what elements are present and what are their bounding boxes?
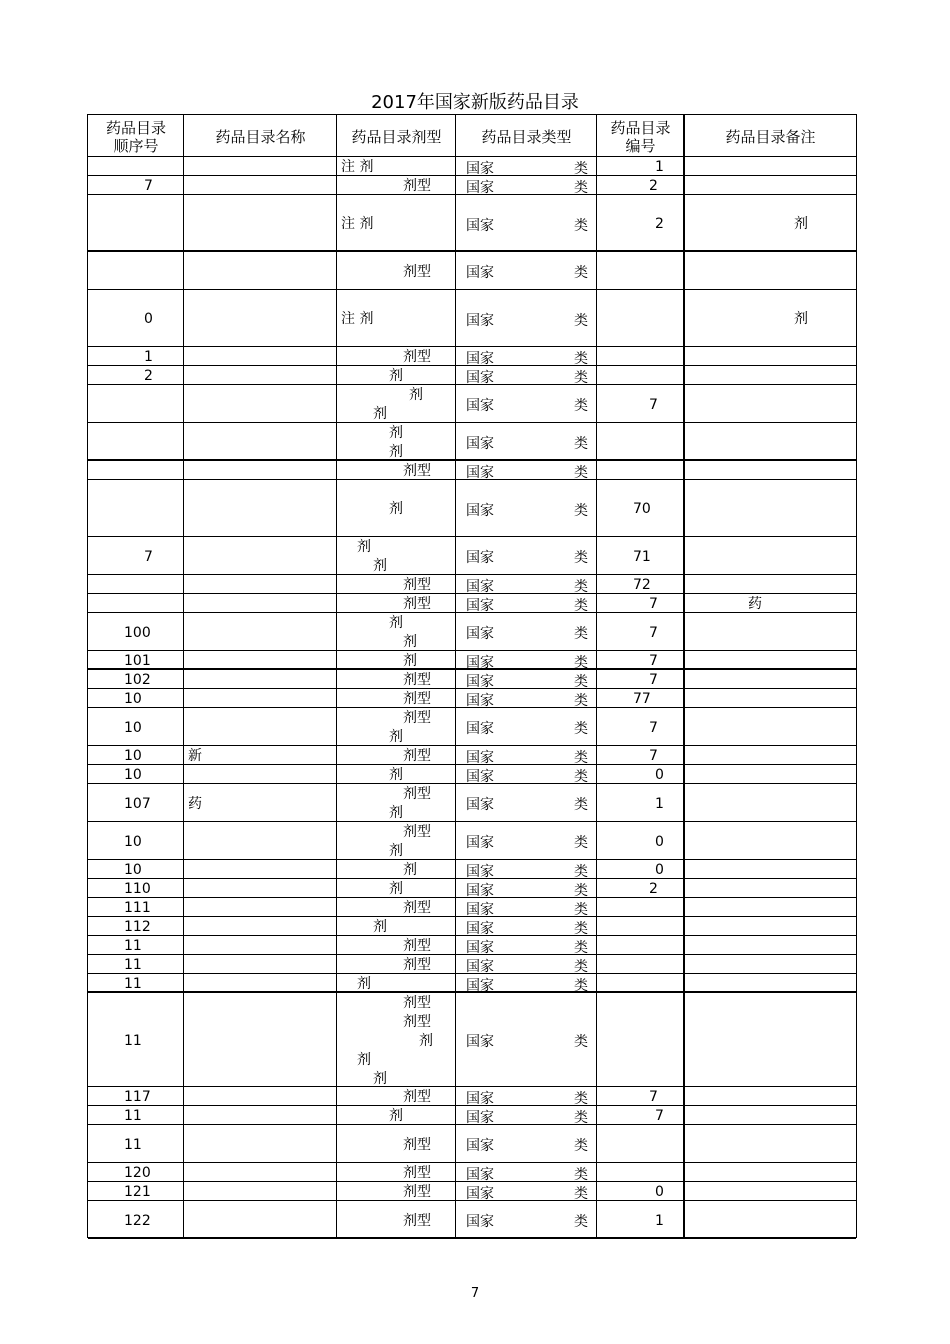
cell-dosage: 剂	[357, 539, 371, 555]
cell-dosage: 剂	[357, 976, 371, 992]
cell-dosage: 剂型	[403, 1165, 431, 1181]
row-divider	[88, 250, 856, 252]
cell-sequence: 7	[144, 548, 153, 565]
row-divider	[88, 821, 856, 822]
cell-type-class: 类	[574, 1214, 588, 1230]
cell-sequence: 112	[124, 919, 151, 935]
cell-sequence: 102	[124, 672, 151, 688]
cell-type-class: 类	[574, 1166, 588, 1183]
column-header: 药品目录备注	[725, 127, 816, 146]
row-divider	[88, 1162, 856, 1163]
cell-type-class: 类	[574, 768, 588, 785]
cell-sequence: 11	[124, 1032, 142, 1049]
cell-type-class: 类	[574, 369, 588, 386]
row-divider	[88, 1086, 856, 1087]
cell-type-country: 国家	[466, 350, 494, 367]
row-divider	[88, 422, 856, 423]
column-divider	[183, 115, 184, 1237]
cell-dosage: 剂型	[403, 824, 431, 840]
cell-dosage: 注 剂	[341, 159, 374, 175]
cell-type-class: 类	[574, 1185, 588, 1202]
cell-type-country: 国家	[466, 398, 494, 414]
cell-dosage: 剂型	[403, 938, 431, 954]
cell-type-country: 国家	[466, 578, 494, 595]
cell-code: 71	[633, 548, 651, 565]
column-divider	[683, 115, 685, 1237]
cell-type-class: 类	[574, 692, 588, 709]
cell-type-country: 国家	[466, 920, 494, 937]
cell-type-country: 国家	[466, 977, 494, 994]
cell-type-class: 类	[574, 160, 588, 177]
cell-type-country: 国家	[466, 1214, 494, 1230]
column-header: 药品目录类型	[481, 127, 572, 146]
cell-dosage: 剂型	[403, 1089, 431, 1105]
cell-type-class: 类	[574, 882, 588, 899]
row-divider	[88, 459, 856, 461]
cell-type-country: 国家	[466, 502, 494, 519]
cell-dosage: 注 剂	[341, 216, 374, 232]
cell-dosage: 剂	[357, 1051, 371, 1068]
cell-type-country: 国家	[466, 436, 494, 452]
cell-code: 7	[649, 596, 658, 612]
cell-code: 7	[655, 1108, 664, 1124]
cell-sequence: 10	[124, 719, 142, 736]
cell-sequence: 0	[144, 311, 153, 327]
cell-sequence: 10	[124, 862, 142, 878]
cell-code: 1	[655, 795, 664, 812]
cell-dosage: 剂	[403, 653, 417, 669]
cell-code: 72	[633, 577, 651, 593]
cell-code: 7	[649, 719, 658, 736]
cell-sequence: 117	[124, 1089, 151, 1105]
cell-sequence: 110	[124, 881, 151, 897]
cell-code: 1	[655, 1212, 664, 1229]
row-divider	[88, 536, 856, 537]
cell-dosage: 剂型	[403, 691, 431, 707]
cell-type-class: 类	[574, 550, 588, 566]
cell-type-country: 国家	[466, 626, 494, 642]
cell-type-country: 国家	[466, 1138, 494, 1154]
cell-type-country: 国家	[466, 768, 494, 785]
cell-dosage: 剂型	[403, 463, 431, 479]
cell-code: 2	[649, 881, 658, 897]
cell-type-class: 类	[574, 578, 588, 595]
cell-type-class: 类	[574, 179, 588, 196]
cell-type-country: 国家	[466, 179, 494, 196]
cell-code: 0	[655, 862, 664, 878]
cell-dosage: 剂	[373, 558, 387, 574]
cell-type-country: 国家	[466, 797, 494, 813]
cell-sequence: 11	[124, 976, 142, 992]
cell-dosage: 剂	[389, 425, 403, 441]
cell-dosage: 剂	[409, 387, 423, 403]
cell-code: 1	[655, 159, 664, 175]
cell-type-class: 类	[574, 920, 588, 937]
cell-dosage: 剂	[389, 767, 403, 783]
column-header: 药品目录 顺序号	[105, 118, 166, 155]
cell-type-class: 类	[574, 312, 588, 329]
cell-type-class: 类	[574, 901, 588, 918]
cell-dosage: 剂型	[403, 1136, 431, 1153]
cell-dosage: 剂	[389, 729, 403, 745]
row-divider	[88, 156, 856, 157]
cell-type-country: 国家	[466, 863, 494, 880]
cell-type-class: 类	[574, 721, 588, 737]
column-divider	[455, 115, 456, 1237]
row-divider	[88, 1238, 856, 1239]
cell-sequence: 10	[124, 767, 142, 783]
cell-code: 7	[649, 396, 658, 413]
cell-sequence: 120	[124, 1165, 151, 1181]
cell-remark: 剂	[794, 311, 808, 327]
cell-type-class: 类	[574, 958, 588, 975]
cell-dosage: 剂	[389, 444, 403, 460]
cell-dosage: 剂型	[403, 596, 431, 612]
cell-type-country: 国家	[466, 692, 494, 709]
cell-type-country: 国家	[466, 673, 494, 690]
cell-type-class: 类	[574, 464, 588, 481]
cell-type-class: 类	[574, 673, 588, 690]
cell-type-country: 国家	[466, 939, 494, 956]
cell-sequence: 101	[124, 653, 151, 669]
page-number: 7	[470, 1286, 480, 1301]
row-divider	[88, 859, 856, 860]
column-divider	[336, 115, 337, 1237]
cell-sequence: 1	[144, 349, 153, 365]
column-header: 药品目录名称	[215, 127, 306, 146]
cell-remark: 剂	[794, 216, 808, 232]
column-divider	[596, 115, 597, 1237]
cell-type-class: 类	[574, 626, 588, 642]
row-divider	[88, 289, 856, 290]
cell-type-class: 类	[574, 654, 588, 671]
cell-type-country: 国家	[466, 160, 494, 177]
cell-code: 7	[649, 672, 658, 688]
cell-dosage: 剂型	[403, 786, 431, 802]
cell-type-class: 类	[574, 835, 588, 851]
cell-sequence: 11	[124, 938, 142, 954]
cell-type-class: 类	[574, 265, 588, 281]
cell-type-class: 类	[574, 217, 588, 234]
row-divider	[88, 745, 856, 746]
cell-dosage: 剂型	[403, 178, 431, 194]
cell-code: 2	[649, 178, 658, 194]
cell-sequence: 10	[124, 748, 142, 764]
cell-sequence: 10	[124, 833, 142, 850]
cell-code: 0	[655, 767, 664, 783]
cell-type-class: 类	[574, 863, 588, 880]
cell-dosage: 剂型	[403, 994, 431, 1011]
row-divider	[88, 650, 856, 651]
cell-type-country: 国家	[466, 901, 494, 918]
cell-dosage: 剂	[389, 881, 403, 897]
cell-name: 药	[188, 795, 202, 812]
cell-dosage: 剂	[389, 368, 403, 384]
cell-code: 2	[655, 216, 664, 232]
drug-catalog-table	[87, 114, 857, 1238]
cell-dosage: 剂型	[403, 900, 431, 916]
cell-dosage: 注 剂	[341, 311, 374, 327]
cell-dosage: 剂	[419, 1032, 433, 1049]
cell-type-class: 类	[574, 797, 588, 813]
cell-type-class: 类	[574, 597, 588, 614]
cell-dosage: 剂型	[403, 672, 431, 688]
cell-dosage: 剂型	[403, 577, 431, 593]
cell-sequence: 7	[144, 178, 153, 194]
cell-type-country: 国家	[466, 749, 494, 766]
cell-sequence: 10	[124, 691, 142, 707]
cell-code: 77	[633, 691, 651, 707]
cell-dosage: 剂	[373, 406, 387, 422]
cell-sequence: 2	[144, 368, 153, 384]
cell-type-class: 类	[574, 1034, 588, 1050]
cell-remark: 药	[748, 596, 762, 612]
cell-type-country: 国家	[466, 550, 494, 566]
row-divider	[88, 574, 856, 575]
cell-type-country: 国家	[466, 597, 494, 614]
cell-code: 7	[649, 653, 658, 669]
cell-type-country: 国家	[466, 958, 494, 975]
cell-code: 7	[649, 624, 658, 641]
column-header: 药品目录剂型	[351, 127, 442, 146]
cell-type-country: 国家	[466, 721, 494, 737]
cell-dosage: 剂型	[403, 710, 431, 726]
cell-type-country: 国家	[466, 1185, 494, 1202]
row-divider	[88, 346, 856, 347]
cell-type-class: 类	[574, 398, 588, 414]
cell-dosage: 剂	[389, 805, 403, 821]
cell-code: 0	[655, 1184, 664, 1200]
cell-type-country: 国家	[466, 835, 494, 851]
cell-type-country: 国家	[466, 654, 494, 671]
cell-dosage: 剂型	[403, 1184, 431, 1200]
cell-type-country: 国家	[466, 265, 494, 281]
cell-type-class: 类	[574, 1090, 588, 1107]
cell-sequence: 121	[124, 1184, 151, 1200]
cell-type-country: 国家	[466, 464, 494, 481]
cell-type-country: 国家	[466, 882, 494, 899]
cell-sequence: 11	[124, 957, 142, 973]
cell-type-country: 国家	[466, 1166, 494, 1183]
cell-dosage: 剂	[389, 843, 403, 859]
cell-dosage: 剂	[403, 634, 417, 650]
cell-name: 新	[188, 748, 202, 764]
cell-dosage: 剂	[403, 862, 417, 878]
cell-type-class: 类	[574, 436, 588, 452]
cell-sequence: 11	[124, 1108, 142, 1124]
cell-dosage: 剂型	[403, 349, 431, 365]
cell-dosage: 剂型	[403, 748, 431, 764]
cell-dosage: 剂	[373, 919, 387, 935]
cell-type-class: 类	[574, 939, 588, 956]
cell-type-class: 类	[574, 749, 588, 766]
cell-sequence: 122	[124, 1212, 151, 1229]
cell-code: 70	[633, 501, 651, 517]
cell-code: 7	[649, 748, 658, 764]
cell-type-class: 类	[574, 1138, 588, 1154]
cell-type-class: 类	[574, 1109, 588, 1126]
cell-type-class: 类	[574, 350, 588, 367]
cell-dosage: 剂型	[403, 263, 431, 280]
cell-dosage: 剂	[389, 615, 403, 631]
cell-sequence: 11	[124, 1136, 142, 1153]
cell-code: 7	[649, 1089, 658, 1105]
page-title: 2017年国家新版药品目录	[371, 92, 579, 113]
cell-type-country: 国家	[466, 312, 494, 329]
column-header: 药品目录 编号	[610, 118, 671, 155]
cell-sequence: 100	[124, 624, 151, 641]
cell-dosage: 剂型	[403, 957, 431, 973]
cell-type-country: 国家	[466, 1109, 494, 1126]
cell-dosage: 剂型	[403, 1013, 431, 1030]
cell-type-country: 国家	[466, 1090, 494, 1107]
cell-code: 0	[655, 833, 664, 850]
cell-type-country: 国家	[466, 369, 494, 386]
cell-dosage: 剂型	[403, 1212, 431, 1229]
cell-dosage: 剂	[373, 1070, 387, 1087]
cell-type-class: 类	[574, 977, 588, 994]
cell-sequence: 107	[124, 795, 151, 812]
cell-dosage: 剂	[389, 501, 403, 517]
cell-dosage: 剂	[389, 1108, 403, 1124]
cell-type-country: 国家	[466, 1034, 494, 1050]
cell-type-class: 类	[574, 502, 588, 519]
cell-sequence: 111	[124, 900, 151, 916]
cell-type-country: 国家	[466, 217, 494, 234]
